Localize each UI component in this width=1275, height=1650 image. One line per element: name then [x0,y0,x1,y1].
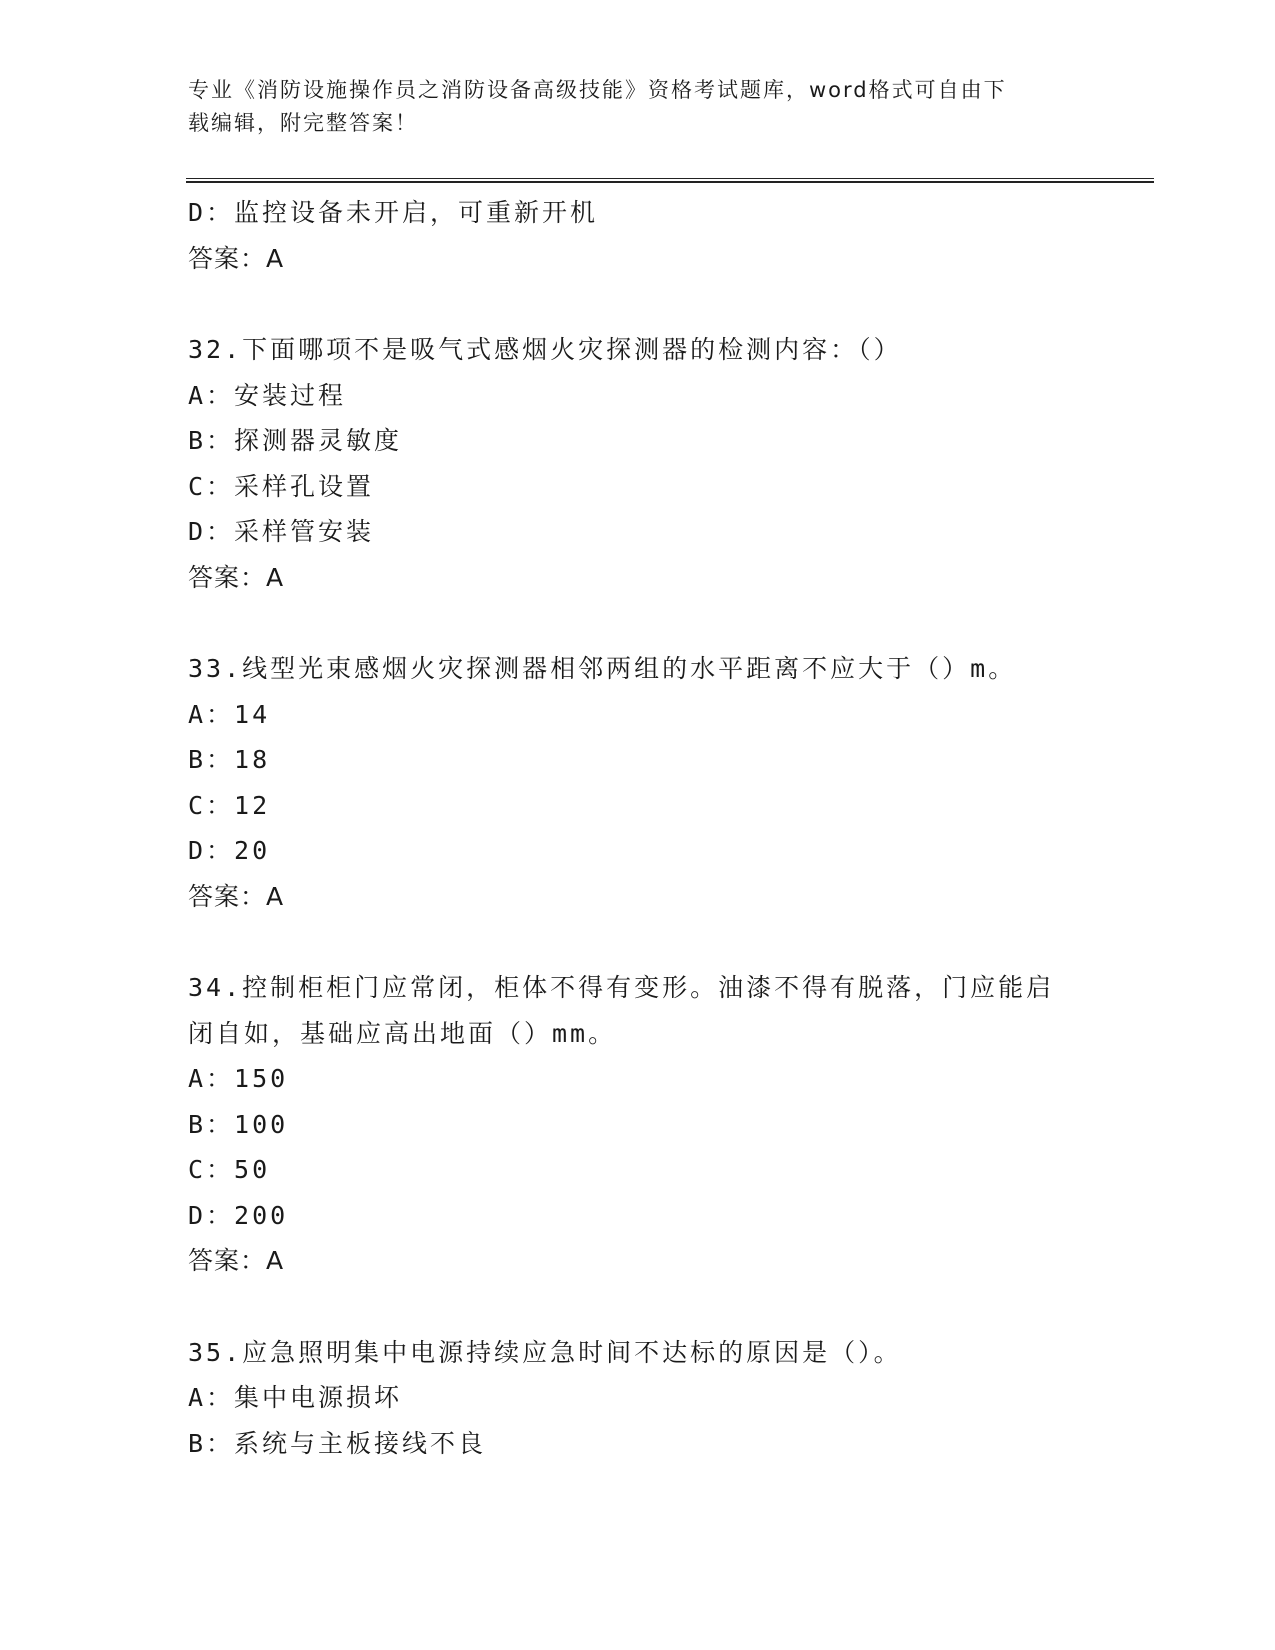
option-b: B：探测器灵敏度 [188,426,403,455]
question-list [188,190,1088,1466]
option-d: D：200 [188,1200,289,1230]
option-a: A：集中电源损坏 [188,1383,403,1412]
option-c: C：50 [188,1155,271,1184]
answer-line: 答案：A [188,562,285,592]
spacer [188,600,1088,646]
option-c: C：12 [188,790,271,820]
document-header [188,74,1068,140]
question-block-33 [188,646,1088,919]
option-d: D：采样管安装 [188,517,375,546]
question-block-34 [188,965,1088,1284]
header-line-1: 专业《消防设施操作员之消防设备高级技能》资格考试题库，word格式可自由下 [188,78,1007,102]
option-d: D：监控设备未开启，可重新开机 [188,198,599,227]
option-d: D：20 [188,836,271,865]
question-stem-line-1: 34.控制柜柜门应常闭，柜体不得有变形。油漆不得有脱落，门应能启 [188,973,1055,1002]
spacer [188,919,1088,965]
header-divider-thin [186,178,1154,179]
option-b: B：18 [188,745,271,774]
spacer [188,1284,1088,1330]
spacer [188,281,1088,327]
question-stem: 35.应急照明集中电源持续应急时间不达标的原因是（）。 [188,1337,902,1367]
header-divider-thick [186,181,1154,183]
question-block-35 [188,1330,1088,1467]
option-a: A：14 [188,699,271,729]
answer-line: 答案：A [188,1246,285,1275]
option-a: A：150 [188,1064,289,1093]
option-b: B：系统与主板接线不良 [188,1428,487,1458]
answer-line: 答案：A [188,881,285,911]
question-block-32 [188,327,1088,600]
question-stem: 32.下面哪项不是吸气式感烟火灾探测器的检测内容：（） [188,335,902,364]
answer-line: 答案：A [188,243,285,273]
header-line-2: 载编辑，附完整答案！ [188,111,418,135]
question-stem-line-2: 闭自如，基础应高出地面（）mm。 [188,1018,617,1048]
option-c: C：采样孔设置 [188,471,375,501]
question-stem: 33.线型光束感烟火灾探测器相邻两组的水平距离不应大于（）m。 [188,654,1017,683]
option-b: B：100 [188,1109,289,1139]
option-a: A：安装过程 [188,380,347,410]
